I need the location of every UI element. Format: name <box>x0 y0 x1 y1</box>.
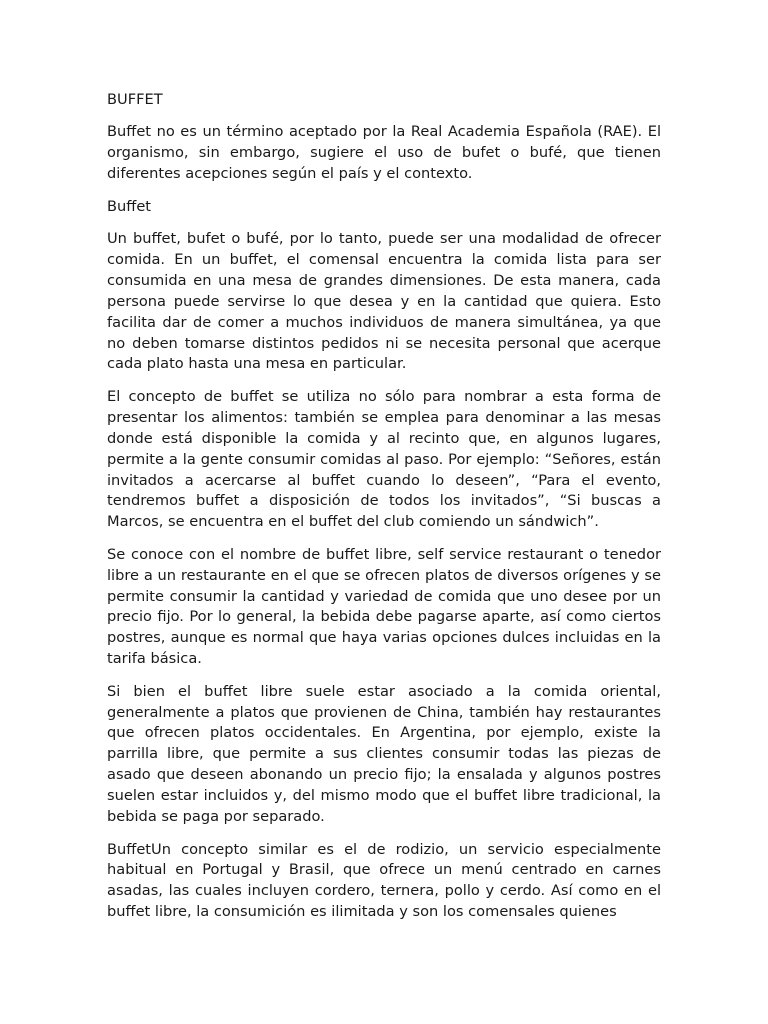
paragraph-oriental: Si bien el buffet libre suele estar asociado a la comida oriental, generalmente a platos que provienen de China, también hay restaurantes que ofrecen platos occidentales. En Argentina, por ejemplo, existe la parrilla libre, que permite a sus clientes consumir todas las piezas de asado que deseen abonando un precio fijo; la ensalada y algunos postres suelen estar incluidos y, del mismo modo que el buffet libre tradicional, la bebida se paga por separado. <box>107 682 661 826</box>
paragraph-buffet-libre: Se conoce con el nombre de buffet libre, self service restaurant o tenedor libre a un restaurante en el que se ofrecen platos de diversos orígenes y se permite consumir la cantidad y variedad de comida que uno desee por un precio fijo. Por lo general, la bebida debe pagarse aparte, así como ciertos postres, aunque es normal que haya varias opciones dulces incluidas en la tarifa básica. <box>107 545 661 668</box>
paragraph-concept: El concepto de buffet se utiliza no sólo para nombrar a esta forma de presentar los alimentos: también se emplea para denominar a las mesas donde está disponible la comida y al recinto que, en algunos lugares, permite a la gente consumir comidas al paso. Por ejemplo: “Señores, están invitados a acercarse al buffet cuando lo deseen”, “Para el evento, tendremos buffet a disposición de todos los invitados”, “Si buscas a Marcos, se encuentra en el buffet del club comiendo un sándwich”. <box>107 387 661 531</box>
paragraph-intro: Buffet no es un término aceptado por la Real Academia Española (RAE). El organismo, sin embargo, sugiere el uso de bufet o bufé, que tienen diferentes acepciones según el país y el contexto. <box>107 123 661 183</box>
paragraph-rodizio: BuffetUn concepto similar es el de rodizio, un servicio especialmente habitual en Portugal y Brasil, que ofrece un menú centrado en carnes asadas, las cuales incluyen cordero, ternera, pollo y cerdo. Así como en el buffet libre, la consumición es ilimitada y son los comensales quienes <box>107 840 661 921</box>
section-heading: Buffet <box>107 197 152 215</box>
document-page <box>107 90 661 935</box>
paragraph-definition: Un buffet, bufet o bufé, por lo tanto, puede ser una modalidad de ofrecer comida. En un buffet, el comensal encuentra la comida lista para ser consumida en una mesa de grandes dimensiones. De esta manera, cada persona puede servirse lo que desea y en la cantidad que quiera. Esto facilita dar de comer a muchos individuos de manera simultánea, ya que no deben tomarse distintos pedidos ni se necesita personal que acerque cada plato hasta una mesa en particular. <box>107 230 661 373</box>
document-title: BUFFET <box>107 91 163 108</box>
